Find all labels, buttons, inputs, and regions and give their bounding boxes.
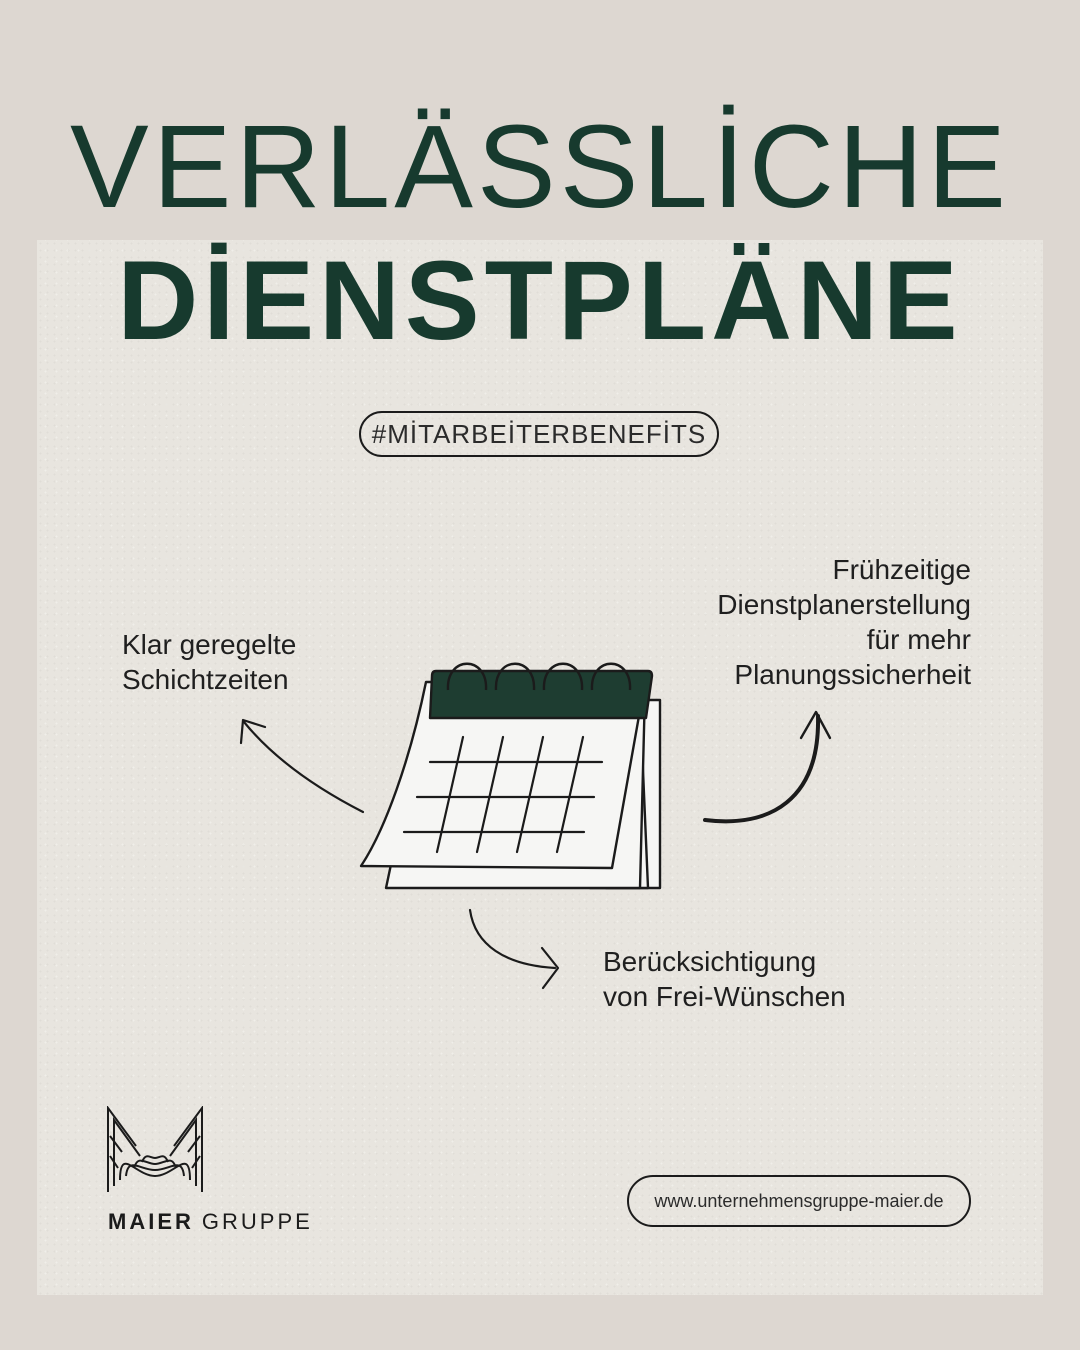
brand-name [108, 1209, 313, 1235]
benefit-line: von Frei-Wünschen [603, 981, 846, 1012]
benefit-line: für mehr [866, 624, 971, 655]
title-line-2: DİENSTPLÄNE [117, 238, 963, 363]
brand-name-light: GRUPPE [201, 1209, 313, 1234]
website-link[interactable]: www.unternehmensgruppe-maier.de [627, 1175, 971, 1227]
benefit-day-off-wishes [603, 944, 846, 1014]
benefit-shift-times [122, 627, 296, 697]
hashtag-pill: #MİTARBEİTERBENEFİTS [359, 411, 719, 457]
maier-logo-icon [106, 1106, 204, 1194]
title-line-1: VERLÄSSLİCHE [70, 101, 1010, 233]
benefit-line: Berücksichtigung [603, 946, 817, 977]
benefit-line: Klar geregelte [122, 629, 297, 660]
benefit-early-planning [717, 552, 971, 692]
benefit-line: Dienstplanerstellung [717, 589, 971, 620]
benefit-line: Planungssicherheit [734, 659, 971, 690]
benefit-line: Frühzeitige [832, 554, 971, 585]
benefit-line: Schichtzeiten [122, 664, 289, 695]
brand-name-bold: MAIER [108, 1209, 194, 1234]
